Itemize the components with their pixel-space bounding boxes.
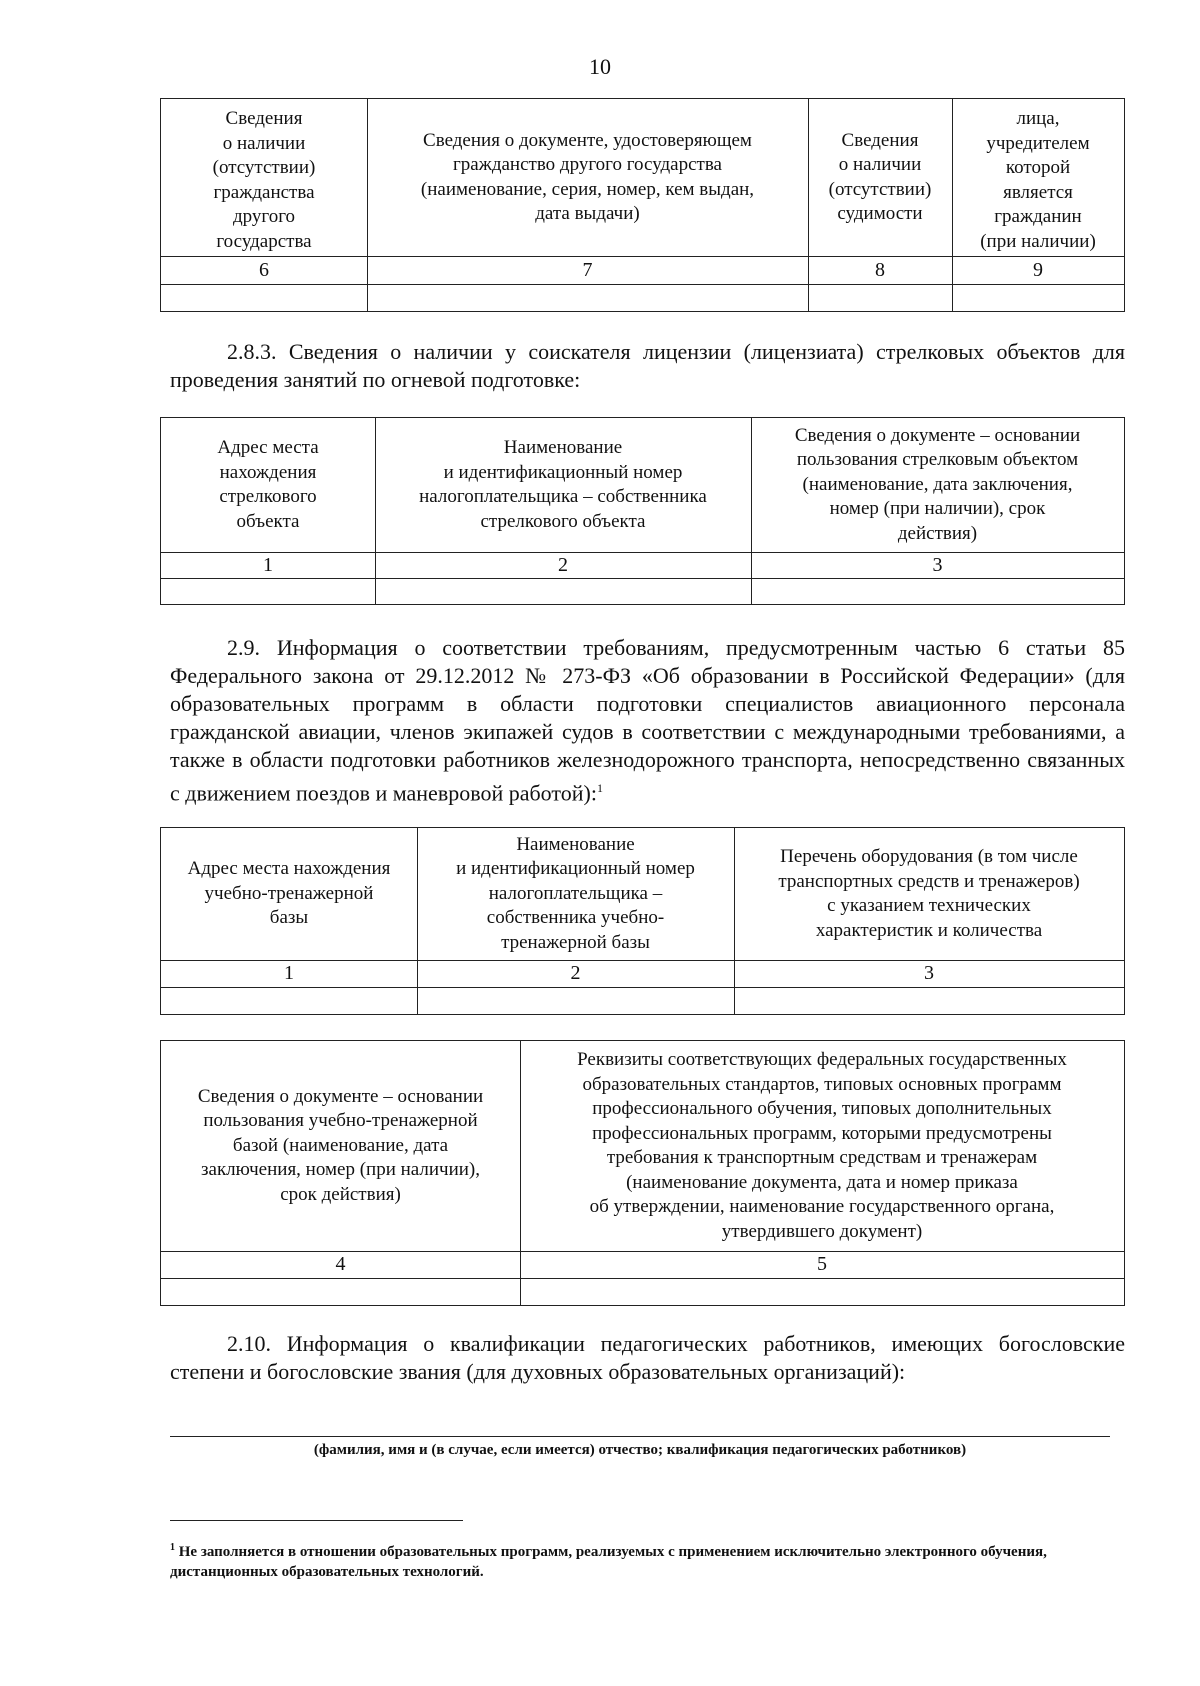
table1-header-cell: Сведения о наличии (отсутствии) гражданства другого государства [212, 108, 316, 252]
table-training-base-documents [160, 1040, 1125, 1306]
table1-column-number: 8 [875, 258, 885, 281]
table-citizenship [160, 98, 1125, 312]
table2-column-number: 3 [932, 553, 943, 576]
table4-column-number: 4 [335, 1253, 346, 1276]
table-shooting-objects [160, 417, 1125, 605]
page-number: 10 [589, 54, 611, 79]
footnote-separator [170, 1520, 463, 1521]
table3-header-cell: Наименование и идентификационный номер налогоплательщика – собственника учебно- тренажерной базы [456, 833, 695, 953]
footnote-text: Не заполняется в отношении образовательных программ, реализуемых с применением исключительно электронного обучения, дистанционных образовательных технологий. [170, 1544, 1047, 1580]
fill-in-caption: (фамилия, имя и (в случае, если имеется) отчество; квалификация педагогических работников) [313, 1442, 967, 1458]
section-2-9-text [170, 634, 1125, 807]
table1-column-number: 9 [1033, 258, 1043, 281]
section-2-9-body: 2.9. Информация о соответствии требованиям, предусмотренным частью 6 статьи 85 Федерального закона от 29.12.2012 № 273-ФЗ «Об образовании в Российской Федерации» (для образовательных программ в области подготовки специалистов авиационного персонала гражданской авиации, членов экипажей судов в соответствии с международными требованиями, а также в области подготовки работников железнодорожного транспорта, непосредственно связанных с движением поездов и маневровой работой): [170, 635, 1125, 806]
table3-header-cell: Адрес места нахождения учебно-тренажерной базы [187, 858, 391, 929]
footnote-mark: 1 [170, 1542, 175, 1553]
table-training-base [160, 827, 1125, 1015]
section-2-8-3-text: 2.8.3. Сведения о наличии у соискателя лицензии (лицензиата) стрелковых объектов для проведения занятий по огневой подготовке: [170, 339, 1125, 392]
fill-in-line [170, 1436, 1110, 1437]
table1-header-cell: Сведения о документе, удостоверяющем гражданство другого государства (наименование, серия, номер, кем выдан, дата выдачи) [420, 129, 755, 224]
table1-header-cell: Сведения о наличии (отсутствии) судимости [828, 129, 932, 224]
footnote [170, 1538, 1125, 1582]
table3-column-number: 1 [284, 962, 294, 985]
table1-column-number: 6 [259, 258, 269, 281]
table4-column-number: 5 [817, 1253, 827, 1276]
table2-header-cell: Наименование и идентификационный номер налогоплательщика – собственника стрелкового объекта [419, 437, 707, 532]
table4-header-cell: Сведения о документе – основании пользования учебно-тренажерной базой (наименование, дата заключения, номер (при наличии), срок действия) [197, 1085, 484, 1205]
section-2-10-text: 2.10. Информация о квалификации педагогических работников, имеющих богословские степени и богословские звания (для духовных образовательных организаций): [170, 1331, 1125, 1384]
table2-header-cell: Адрес места нахождения стрелкового объекта [217, 437, 319, 532]
table2-column-number: 1 [263, 553, 273, 576]
table3-column-number: 2 [570, 962, 581, 985]
table3-column-number: 3 [924, 962, 934, 985]
table3-header-cell: Перечень оборудования (в том числе транспортных средств и тренажеров) с указанием технических характеристик и количества [778, 846, 1080, 941]
table1-header-cell: лица, учредителем которой является гражданин (при наличии) [980, 108, 1096, 252]
table2-header-cell: Сведения о документе – основании пользования стрелковым объектом (наименование, дата заключения, номер (при наличии), срок действия) [794, 424, 1081, 544]
table4-header-cell: Реквизиты соответствующих федеральных государственных образовательных стандартов, типовых основных программ профессионального обучения, типовых дополнительных профессиональных программ, которыми предусмотрены требования к транспортным средствам и тренажерам (наименование документа, дата и номер приказа об утверждении, наименование государственного органа, утвердившего документ) [577, 1049, 1067, 1242]
table2-column-number: 2 [558, 553, 568, 576]
table1-column-number: 7 [582, 258, 593, 281]
footnote-reference: 1 [596, 781, 603, 795]
